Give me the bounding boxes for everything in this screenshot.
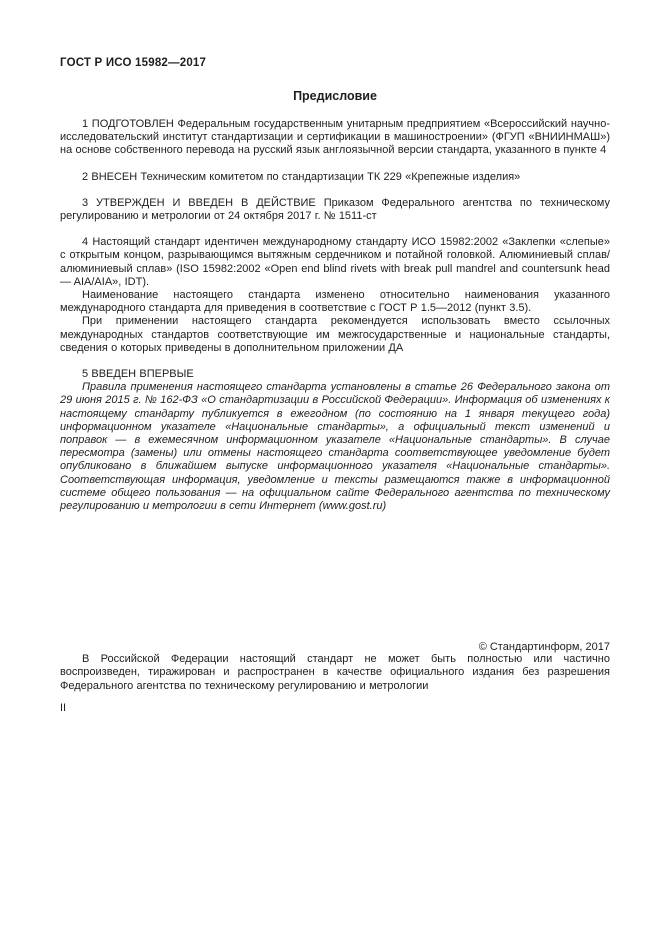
reproduction-restriction-note: В Российской Федерации настоящий стандарт не может быть полностью или частично воспроизведен, тиражирован и распространен в качестве официального издания без разрешения Федерального агентства по техническому регулированию и метрологии [60, 653, 610, 692]
clause-4-identity: 4 Настоящий стандарт идентичен международному стандарту ИСО 15982:2002 «Заклепки «слепые» с открытым концом, разрывающимся вытяжным сердечником и потайной головкой. Алюминиевый сплав/алюминиевый сплав» (ISO 15982:2002 «Open end blind rivets with break pull mandrel and countersunk head — AIA/AIA», IDT). [60, 236, 610, 288]
clause-4-recommendation: При применении настоящего стандарта рекомендуется использовать вместо ссылочных международных стандартов соответствующие им межгосударственные и национальные стандарты, сведения о которых приведены в дополнительном приложении ДА [60, 315, 610, 354]
clause-2-submitted: 2 ВНЕСЕН Техническим комитетом по стандартизации ТК 229 «Крепежные изделия» [82, 170, 521, 183]
legal-application-note: Правила применения настоящего стандарта установлены в статье 26 Федерального закона от 29 июня 2015 г. № 162-ФЗ «О стандартизации в Российской Федерации». Информация об изменениях к настоящему стандарту публикуется в ежегодном (по состоянию на 1 января текущего года) информационном указателе «Национальные стандарты», а официальный текст изменений и поправок — в ежемесячном информационном указателе «Национальные стандарты». В случае пересмотра (замены) или отмены настоящего стандарта соответствующее уведомление будет опубликовано в ближайшем выпуске информационного указателя «Национальные стандарты». Соответствующая информация, уведомление и тексты размещаются также в информационной системе общего пользования — на официальном сайте Федерального агентства по техническому регулированию и метрологии в сети Интернет (www.gost.ru) [60, 381, 610, 513]
copyright-line: © Стандартинформ, 2017 [478, 641, 610, 654]
page-title: Предисловие [293, 89, 377, 103]
page-number: II [60, 701, 67, 714]
document-code: ГОСТ Р ИСО 15982—2017 [60, 57, 207, 69]
clause-4-name-change: Наименование настоящего стандарта изменено относительно наименования указанного международного стандарта для приведения в соответствие с ГОСТ Р 1.5—2012 (пункт 3.5). [60, 289, 610, 315]
clause-1-prepared: 1 ПОДГОТОВЛЕН Федеральным государственным унитарным предприятием «Всероссийский научно-исследовательский институт стандартизации и сертификации в машиностроении» (ФГУП «ВНИИНМАШ») на основе собственного перевода на русский язык англоязычной версии стандарта, указанного в пункте 4 [60, 118, 610, 157]
clause-5-first-edition: 5 ВВЕДЕН ВПЕРВЫЕ [82, 368, 194, 381]
clause-3-approved: 3 УТВЕРЖДЕН И ВВЕДЕН В ДЕЙСТВИЕ Приказом Федерального агентства по техническому регулированию и метрологии от 24 октября 2017 г. № 1511-ст [60, 196, 610, 223]
